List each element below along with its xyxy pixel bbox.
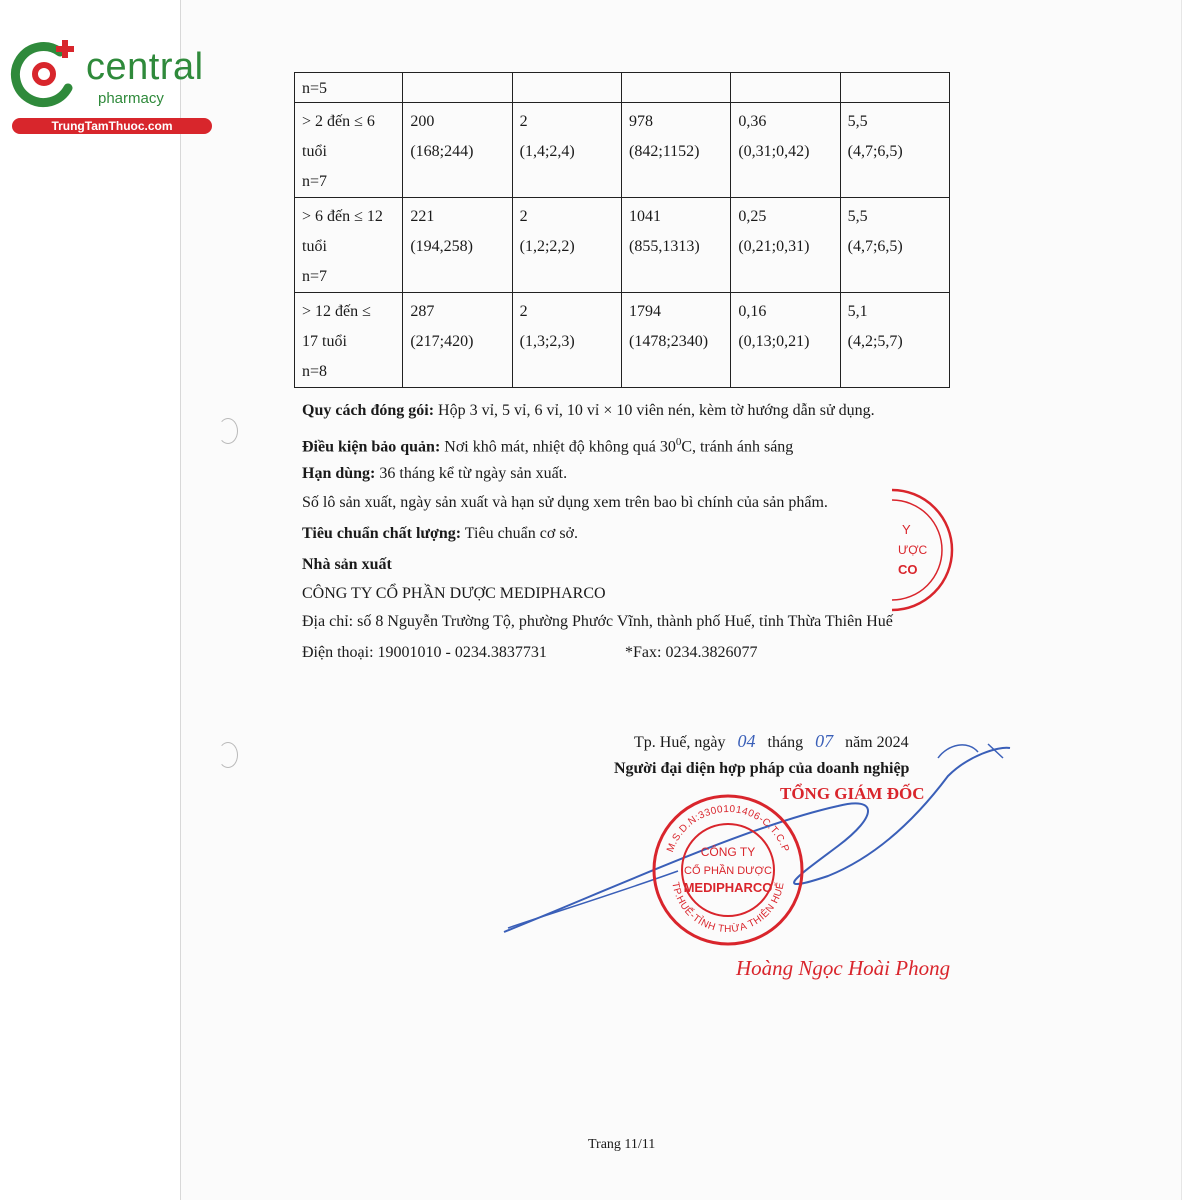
table-cell <box>403 73 512 103</box>
manufacturer-name: CÔNG TY CỔ PHẦN DƯỢC MEDIPHARCO <box>302 585 606 602</box>
table-cell: 2 (1,2;2,2) <box>512 198 621 293</box>
table-row <box>295 293 950 388</box>
table-cell: > 2 đến ≤ 6 tuổi n=7 <box>295 103 403 198</box>
svg-text:CÔNG TY: CÔNG TY <box>700 845 756 859</box>
manufacturer-fax: *Fax: 0234.3826077 <box>625 644 758 661</box>
table-row <box>295 198 950 293</box>
quality-line: Tiêu chuẩn chất lượng: Tiêu chuẩn cơ sở. <box>302 525 579 542</box>
manufacturer-address: Địa chỉ: số 8 Nguyễn Trường Tộ, phường Phước Vĩnh, thành phố Huế, tỉnh Thừa Thiên Huế <box>302 613 893 630</box>
logo-subtitle: pharmacy <box>98 90 164 107</box>
svg-text:Y: Y <box>902 522 911 537</box>
page-number: Trang 11/11 <box>588 1137 656 1152</box>
logo-url-badge: TrungTamThuoc.com <box>12 118 212 134</box>
shelf-life-line: Hạn dùng: 36 tháng kể từ ngày sản xuất. <box>302 465 568 482</box>
table-row <box>295 73 950 103</box>
company-stamp-icon <box>648 790 808 950</box>
svg-text:MEDIPHARCO: MEDIPHARCO <box>683 880 773 895</box>
table-cell <box>731 73 840 103</box>
table-cell: 1041 (855,1313) <box>621 198 730 293</box>
table-cell: 978 (842;1152) <box>621 103 730 198</box>
table-cell: 287 (217;420) <box>403 293 512 388</box>
lot-note-line: Số lô sản xuất, ngày sản xuất và hạn sử dụng xem trên bao bì chính của sản phẩm. <box>302 494 828 511</box>
svg-text:TP.HUẾ-TỈNH THỪA THIÊN HUẾ: TP.HUẾ-TỈNH THỪA THIÊN HUẾ <box>669 881 787 936</box>
manufacturer-phone: Điện thoại: 19001010 - 0234.3837731 <box>302 644 547 661</box>
storage-line: Điều kiện bảo quản: Nơi khô mát, nhiệt độ không quá $30^0C$, tránh ánh sáng <box>302 436 794 456</box>
table-cell: > 6 đến ≤ 12 tuổi n=7 <box>295 198 403 293</box>
table-cell: 221 (194,258) <box>403 198 512 293</box>
table-cell: 200 (168;244) <box>403 103 512 198</box>
table-cell: 2 (1,4;2,4) <box>512 103 621 198</box>
central-pharmacy-logo <box>8 38 213 138</box>
logo-wordmark: central <box>86 46 204 88</box>
logo-mark-icon <box>8 38 86 108</box>
table-cell: 1794 (1478;2340) <box>621 293 730 388</box>
manufacturer-label: Nhà sản xuất <box>302 556 392 573</box>
table-cell: 5,5 (4,7;6,5) <box>840 198 949 293</box>
table-row <box>295 103 950 198</box>
table-cell: 5,1 (4,2;5,7) <box>840 293 949 388</box>
svg-text:CỔ PHẦN DƯỢC: CỔ PHẦN DƯỢC <box>684 865 772 877</box>
table-cell: n=5 <box>295 73 403 103</box>
signer-name: Hoàng Ngọc Hoài Phong <box>736 956 951 980</box>
signature-date: Tp. Huế, ngày 04 tháng 07 năm 2024 <box>634 731 909 751</box>
table-cell <box>621 73 730 103</box>
svg-text:ƯỢC: ƯỢC <box>898 543 928 557</box>
director-title: TỔNG GIÁM ĐỐC <box>780 784 925 803</box>
table-cell: 2 (1,3;2,3) <box>512 293 621 388</box>
table-cell <box>840 73 949 103</box>
table-cell: 5,5 (4,7;6,5) <box>840 103 949 198</box>
punch-hole-top <box>218 418 238 444</box>
table-cell: 0,25 (0,21;0,31) <box>731 198 840 293</box>
svg-text:M.S.D.N:3300101406-C.T.C.P: M.S.D.N:3300101406-C.T.C.P <box>665 803 791 854</box>
partial-company-stamp-icon <box>892 482 962 622</box>
legal-representative-label: Người đại diện hợp pháp của doanh nghiệp <box>614 760 910 777</box>
table-cell: 0,36 (0,31;0,42) <box>731 103 840 198</box>
table-cell <box>512 73 621 103</box>
table-cell: 0,16 (0,13;0,21) <box>731 293 840 388</box>
svg-text:CO: CO <box>898 562 918 577</box>
table-cell: > 12 đến ≤ 17 tuổi n=8 <box>295 293 403 388</box>
pharmacokinetics-table <box>294 72 950 388</box>
packaging-line: Quy cách đóng gói: Hộp 3 vỉ, 5 vỉ, 6 vỉ, 10 vỉ × 10 viên nén, kèm tờ hướng dẫn sử dụng. <box>302 402 875 419</box>
punch-hole-bottom <box>218 742 238 768</box>
